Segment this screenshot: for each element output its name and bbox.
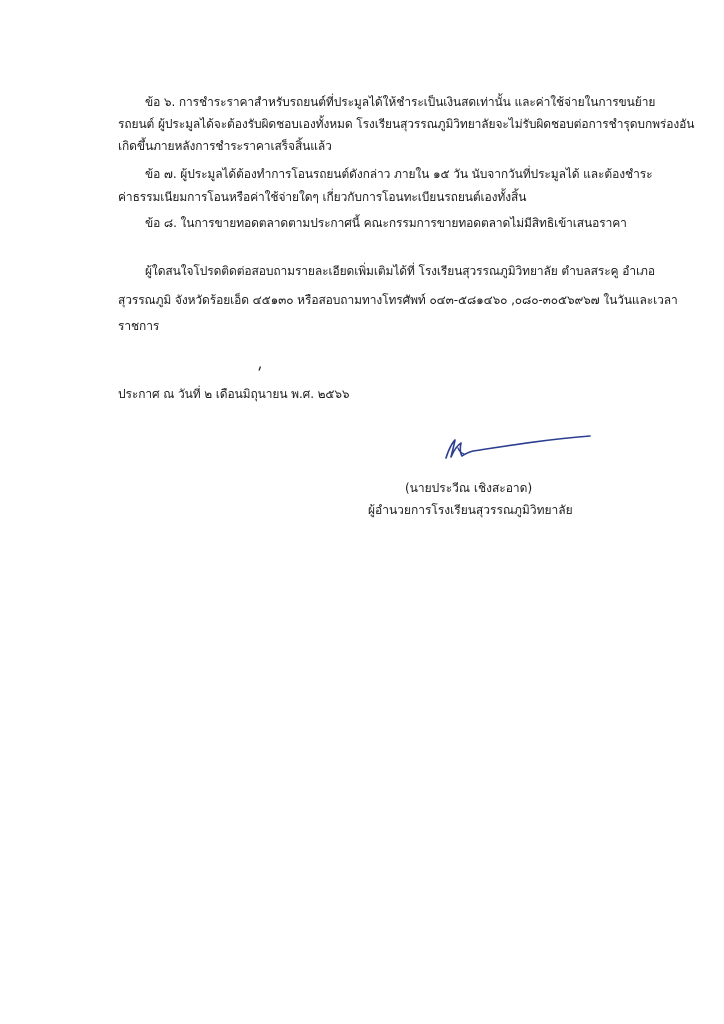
clause-6-line-3: เกิดขึ้นภายหลังการชำระราคาเสร็จสิ้นแล้ว (118, 139, 332, 153)
clause-8-line-1: ข้อ ๘. ในการขายทอดตลาดตามประกาศนี้ คณะกรรมการขายทอดตลาดไม่มีสิทธิเข้าเสนอราคา (145, 216, 627, 230)
signatory-name: (นายประวีณ เชิงสะอาด) (405, 481, 533, 495)
announcement-date: ประกาศ ณ วันที่ ๒ เดือนมิถุนายน พ.ศ. ๒๕๖๖ (118, 387, 350, 401)
contact-line-3: ราชการ (118, 319, 160, 333)
clause-7-line-2: ค่าธรรมเนียมการโอนหรือค่าใช้จ่ายใดๆ เกี่ยวกับการโอนทะเบียนรถยนต์เองทั้งสิ้น (118, 190, 527, 204)
signatory-title: ผู้อำนวยการโรงเรียนสุวรรณภูมิวิทยาลัย (368, 503, 573, 517)
contact-line-2: สุวรรณภูมิ จังหวัดร้อยเอ็ด ๔๕๑๓๐ หรือสอบถามทางโทรศัพท์ ๐๔๓-๕๘๑๔๖๐ ,๐๘๐-๓๐๕๖๙๖๗ ในวันและเวลา (118, 293, 678, 307)
contact-line-1: ผู้ใดสนใจโปรดติดต่อสอบถามรายละเอียดเพิ่มเติมได้ที่ โรงเรียนสุวรรณภูมิวิทยาลัย ตำบลสระคู อำเภอ (145, 264, 655, 278)
ink-mark (258, 366, 261, 371)
clause-7-line-1: ข้อ ๗. ผู้ประมูลได้ต้องทำการโอนรถยนต์ดังกล่าว ภายใน ๑๕ วัน นับจากวันที่ประมูลได้ และต้องชำระ (145, 167, 653, 181)
clause-6-line-1: ข้อ ๖. การชำระราคาสำหรับรถยนต์ที่ประมูลได้ให้ชำระเป็นเงินสดเท่านั้น และค่าใช้จ่ายในการขนย้าย (145, 95, 656, 109)
clause-6-line-2: รถยนต์ ผู้ประมูลได้จะต้องรับผิดชอบเองทั้งหมด โรงเรียนสุวรรณภูมิวิทยาลัยจะไม่รับผิดชอบต่อการชำรุดบกพร่องอัน (118, 117, 695, 131)
signature-mark (440, 428, 600, 468)
